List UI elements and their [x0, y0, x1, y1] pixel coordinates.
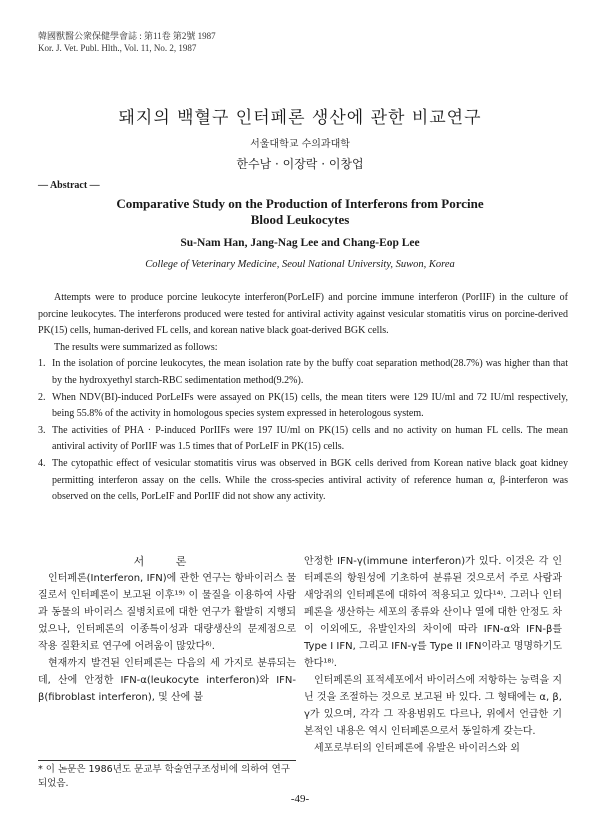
body-paragraph: 인터페론의 표적세포에서 바이러스에 저항하는 능력을 지닌 것을 조절하는 것으로 보고된 바 있다. 그 형태에는 α, β, γ가 있으며, 각각 그 작용범위도 다르나, 위에서 언급한 기본적인 내용은 역시 인터페론으로서 동일하게 갖는다. [304, 675, 562, 737]
journal-header [38, 30, 216, 54]
result-number: 4. [38, 457, 46, 469]
english-title-line1: Comparative Study on the Production of Interferons from Porcine [116, 196, 484, 211]
result-text: When NDV(BI)-induced PorLeIFs were assayed on PK(15) cells, the mean titers were 129 IU/ml and 72 IU/ml respectively, being 55.8% of the activity in homologous species system expressed in heterologous system. [52, 391, 568, 420]
korean-authors: 한수남 · 이장락 · 이창업 [236, 157, 364, 171]
result-text: The activities of PHA · P-induced PorIIFs were 197 IU/ml on PK(15) cells and no activity on human FL cells. The mean antiviral activity of PorIIF was 1.5 times that of PorLeIF in PK(15) cells. [52, 424, 568, 453]
section-heading: 서 론 [133, 555, 201, 568]
abstract-label: — Abstract — [38, 180, 100, 191]
journal-citation-english: Kor. J. Vet. Publ. Hlth., Vol. 11, No. 2, 1987 [38, 43, 197, 53]
result-text: The cytopathic effect of vesicular stomatitis virus was observed in BGK cells derived from Korean native black goat kidney permitting interferon assay on the cells. While the cross-species antiviral activity of reference human α, β-interferon was observed on the cells, PorLeIF and PorIIF did not show any activity. [52, 457, 568, 503]
english-title-line2: Blood Leukocytes [250, 212, 350, 227]
body-paragraph: 안정한 IFN-γ(immune interferon)가 있다. 이것은 각 인터페론의 항원성에 기초하여 분류된 것으로서 주로 사람과 새앙쥐의 인터페론에 대하여 적용되고 있다¹⁴⁾. 그러나 인터페론을 생산하는 세포의 종류와 산이나 열에 대한 안정도 차이 이외에도, 유발인자의 차이에 따라 IFN-α와 IFN-β를 Type I IFN, 그리고 IFN-γ를 Type II IFN이라고 명명하기도 한다¹⁸⁾. [304, 556, 562, 669]
abstract-body [38, 290, 568, 506]
korean-affiliation: 서울대학교 수의과대학 [250, 139, 350, 150]
result-text: In the isolation of porcine leukocytes, the mean isolation rate by the buffy coat separation method(28.7%) was higher than that by the hydroxyethyl starch-RBC sedimentation method(9.2%). [52, 358, 568, 386]
body-paragraph: 세포로부터의 인터페론에 유발은 바이러스와 외 [314, 743, 520, 754]
result-number: 2. [38, 391, 46, 403]
body-paragraph: 현재까지 발견된 인터페론는 다음의 세 가지로 분류되는데, 산에 안정한 IFN-α(leukocyte interferon)와 IFN-β(fibroblast interferon), 및 산에 불 [38, 658, 296, 703]
abstract-summary-lead: The results were summarized as follows: [54, 341, 218, 353]
result-number: 1. [38, 358, 46, 370]
english-affiliation: College of Veterinary Medicine, Seoul National University, Suwon, Korea [145, 259, 455, 270]
result-item [38, 390, 568, 423]
page-number: -49- [290, 793, 310, 805]
body-column-left [38, 553, 296, 706]
english-authors: Su-Nam Han, Jang-Nag Lee and Chang-Eop Lee [180, 237, 420, 249]
result-item [38, 456, 568, 506]
journal-citation-korean: 韓國獸醫公衆保健學會誌 : 第11卷 第2號 1987 [38, 31, 216, 41]
english-title [0, 196, 600, 228]
abstract-intro: Attempts were to produce porcine leukocyte interferon(PorLeIF) and porcine immune interferon (PorIIF) in the culture of porcine leukocytes. The interferons produced were tested for antiviral activity against vesicular stomatitis virus on porcine-derived PK(15) cells, human-derived FL cells, and korean native black goat-derived BGK cells. [38, 292, 568, 337]
body-paragraph: 인터페론(Interferon, IFN)에 관한 연구는 항바이러스 물질로서 인터페론이 보고된 이후¹⁹⁾ 이 물질을 이용하여 사람과 동물의 바이러스 질병치료에 대한 연구가 활발히 지행되었으나, 인터페론의 이종특이성과 대량생산의 문제점으로 작용 질환치료 연구에 어려움이 많았다⁶⁾. [38, 573, 296, 652]
results-list [38, 356, 568, 505]
result-number: 3. [38, 424, 46, 436]
footnote: * 이 논문은 1986년도 문교부 학술연구조성비에 의하여 연구되었음. [38, 760, 296, 791]
result-item [38, 356, 568, 389]
korean-title: 돼지의 백혈구 인터페론 생산에 관한 비교연구 [118, 108, 482, 128]
result-item [38, 423, 568, 456]
body-column-right [304, 553, 562, 757]
